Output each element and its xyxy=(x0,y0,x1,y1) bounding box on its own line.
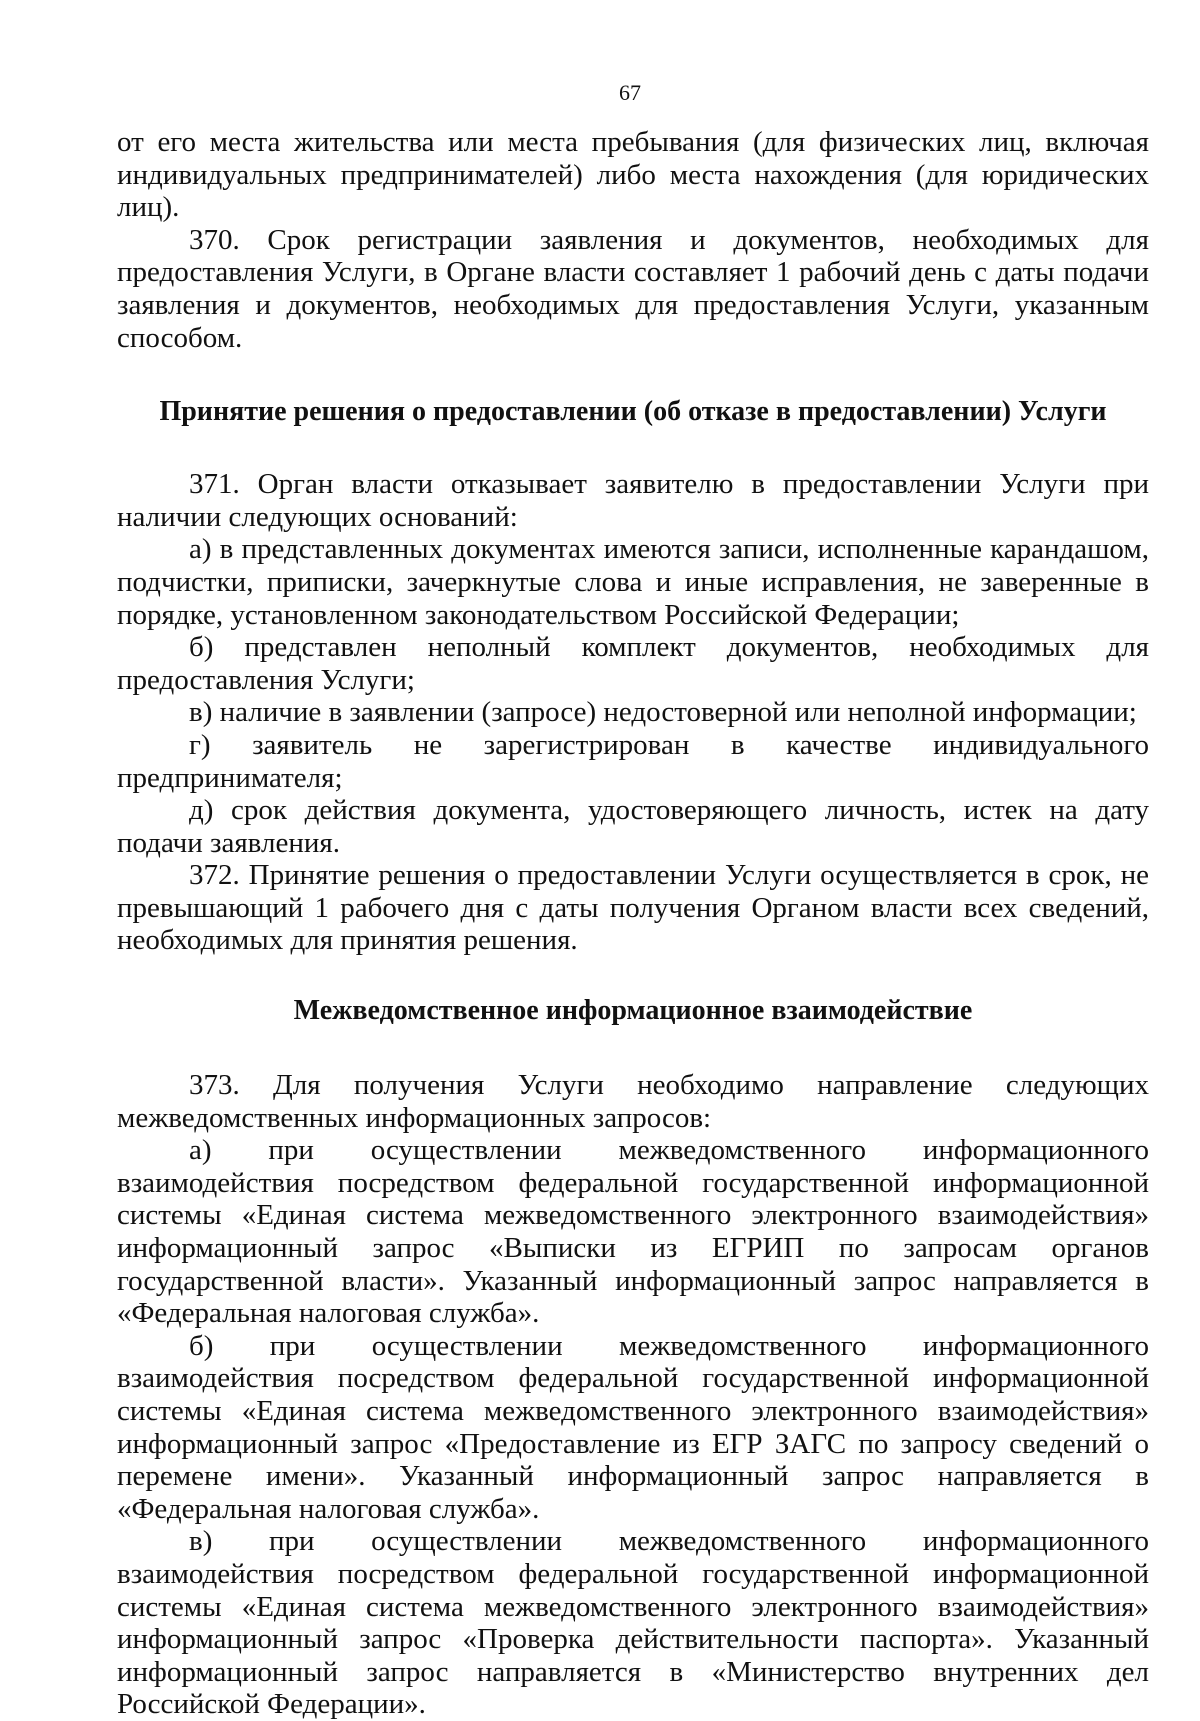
section-heading-decision: Принятие решения о предоставлении (об отказе в предоставлении) Услуги xyxy=(159,396,1107,428)
paragraph-372: 372. Принятие решения о предоставлении Услуги осуществляется в срок, не превышающий 1 рабочего дня с даты получения Органом власти всех сведений, необходимых для принятия решения. xyxy=(117,859,1149,957)
paragraph-373-a: а) при осуществлении межведомственного информационного взаимодействия посредством федеральной государственной информационной системы «Единая система межведомственного электронного взаимодействия» информационный запрос «Выписки из ЕГРИП по запросам органов государственной власти». Указанный информационный запрос направляется в «Федеральная налоговая служба». xyxy=(117,1134,1149,1330)
paragraph-continuation: от его места жительства или места пребывания (для физических лиц, включая индивидуальных предпринимателей) либо места нахождения (для юридических лиц). xyxy=(117,126,1149,224)
paragraph-373-b: б) при осуществлении межведомственного информационного взаимодействия посредством федеральной государственной информационной системы «Единая система межведомственного электронного взаимодействия» информационный запрос «Предоставление из ЕГР ЗАГС по запросу сведений о перемене имени». Указанный информационный запрос направляется в «Федеральная налоговая служба». xyxy=(117,1329,1149,1525)
page-number: 67 xyxy=(619,80,641,105)
paragraph-373-v: в) при осуществлении межведомственного информационного взаимодействия посредством федеральной государственной информационной системы «Единая система межведомственного электронного взаимодействия» информационный запрос «Проверка действительности паспорта». Указанный информационный запрос направляется в «Министерство внутренних дел Российской Федерации». xyxy=(117,1525,1149,1721)
paragraph-371-d: д) срок действия документа, удостоверяющего личность, истек на дату подачи заявления. xyxy=(117,794,1149,859)
paragraph-371-a: а) в представленных документах имеются записи, исполненные карандашом, подчистки, приписки, зачеркнутые слова и иные исправления, не заверенные в порядке, установленном законодательством Российской Федерации; xyxy=(117,533,1149,631)
document-body xyxy=(117,126,1149,1721)
paragraph-371: 371. Орган власти отказывает заявителю в предоставлении Услуги при наличии следующих оснований: xyxy=(117,468,1149,533)
paragraph-371-g: г) заявитель не зарегистрирован в качестве индивидуального предпринимателя; xyxy=(117,728,1149,794)
paragraph-370: 370. Срок регистрации заявления и документов, необходимых для предоставления Услуги, в Органе власти составляет 1 рабочий день с даты подачи заявления и документов, необходимых для предоставления Услуги, указанным способом. xyxy=(117,223,1149,354)
paragraph-371-v: в) наличие в заявлении (запросе) недостоверной или неполной информации; xyxy=(189,696,1137,729)
paragraph-371-b: б) представлен неполный комплект документов, необходимых для предоставления Услуги; xyxy=(117,631,1149,696)
paragraph-373: 373. Для получения Услуги необходимо направление следующих межведомственных информационных запросов: xyxy=(117,1069,1149,1134)
section-heading-interagency: Межведомственное информационное взаимодействие xyxy=(293,995,973,1027)
